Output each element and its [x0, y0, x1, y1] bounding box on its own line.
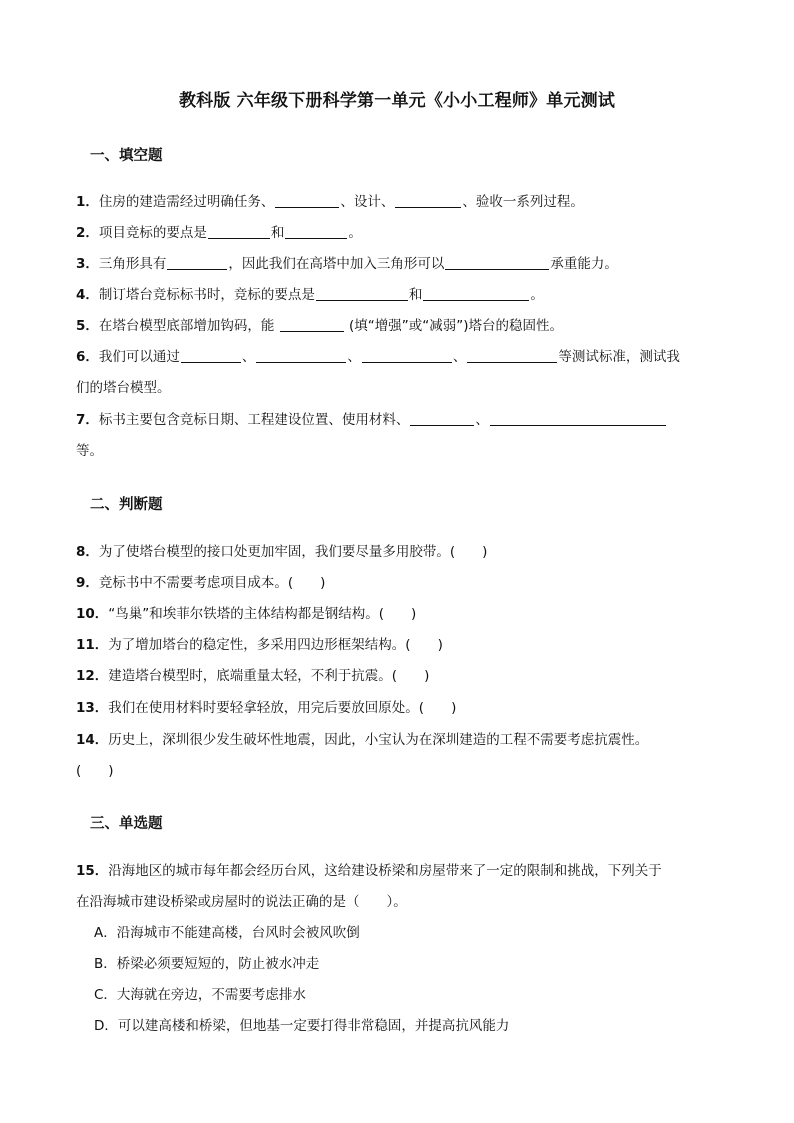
question-1: [76, 193, 726, 211]
question-text: 项目竞标的要点是: [98, 225, 207, 241]
question-14-continued: ( ): [76, 763, 114, 779]
question-text: 住房的建造需经过明确任务、: [98, 194, 275, 210]
question-text: ，因此我们在高塔中加入三角形可以: [228, 256, 445, 272]
question-text: 我们在使用材料时要轻拿轻放，用完后要放回原处。( ): [108, 700, 457, 716]
answer-blank[interactable]: [410, 411, 474, 426]
question-text: 竞标书中不需要考虑项目成本。( ): [98, 575, 326, 591]
answer-blank[interactable]: [208, 224, 270, 239]
answer-blank[interactable]: [395, 193, 461, 208]
option-d[interactable]: D．可以建高楼和桥梁，但地基一定要打得非常稳固，并提高抗风能力: [94, 1018, 510, 1034]
section-heading-choice: 三、单选题: [90, 816, 163, 832]
question-text: “鸟巢”和埃菲尔铁塔的主体结构都是钢结构。( ): [108, 606, 417, 622]
question-text: 。: [348, 225, 362, 241]
page-title: 教科版 六年级下册科学第一单元《小小工程师》单元测试: [178, 91, 616, 111]
question-5: [76, 317, 726, 335]
question-text: 为了使塔台模型的接口处更加牢固，我们要尽量多用胶带。( ): [98, 544, 488, 560]
question-text: 、: [241, 349, 256, 365]
question-text: 、验收一系列过程。: [462, 194, 584, 210]
question-text: 。: [530, 287, 544, 303]
question-text: 我们可以通过: [98, 349, 180, 365]
question-15: [76, 862, 726, 880]
question-text: 在塔台模型底部增加钩码，能: [98, 318, 279, 334]
question-11: [76, 636, 726, 654]
question-text: 、: [475, 412, 489, 428]
question-number: 4．: [76, 287, 99, 303]
question-6-continued: 们的塔台模型。: [76, 380, 171, 396]
question-number: 3．: [76, 256, 99, 272]
question-number: 12．: [76, 668, 109, 684]
answer-blank[interactable]: [445, 255, 549, 270]
question-4: [76, 286, 726, 304]
option-c[interactable]: C．大海就在旁边，不需要考虑排水: [94, 987, 306, 1003]
question-6: [76, 348, 726, 366]
answer-blank[interactable]: [362, 348, 452, 363]
question-text: 三角形具有: [98, 256, 167, 272]
question-text: 历史上，深圳很少发生破坏性地震，因此，小宝认为在深圳建造的工程不需要考虑抗震性。: [108, 732, 649, 748]
section-heading-fill: 一、填空题: [90, 148, 163, 164]
question-text: 标书主要包含竞标日期、工程建设位置、使用材料、: [98, 412, 410, 428]
answer-blank[interactable]: [256, 348, 346, 363]
question-text: 等测试标准，测试我: [558, 349, 680, 365]
question-number: 9．: [76, 575, 99, 591]
question-number: 8．: [76, 544, 99, 560]
question-number: 5．: [76, 318, 99, 334]
question-2: [76, 224, 726, 242]
answer-blank[interactable]: [280, 317, 344, 332]
question-text: 制订塔台竞标标书时，竞标的要点是: [98, 287, 315, 303]
section-heading-judge: 二、判断题: [90, 497, 163, 513]
answer-blank[interactable]: [316, 286, 408, 301]
question-text: 建造塔台模型时，底端重量太轻，不利于抗震。( ): [108, 668, 430, 684]
question-7: [76, 411, 726, 429]
answer-blank[interactable]: [490, 411, 666, 426]
question-text: 和: [408, 287, 423, 303]
question-9: [76, 574, 726, 592]
option-a[interactable]: A．沿海城市不能建高楼，台风时会被风吹倒: [94, 925, 360, 941]
question-text: 、: [347, 349, 361, 365]
question-text: 、设计、: [340, 194, 395, 210]
question-number: 6．: [76, 349, 99, 365]
answer-blank[interactable]: [423, 286, 529, 301]
answer-blank[interactable]: [181, 348, 241, 363]
question-text: 沿海地区的城市每年都会经历台风，这给建设桥梁和房屋带来了一定的限制和挑战，下列关于: [108, 863, 662, 879]
question-number: 15．: [76, 863, 109, 879]
question-number: 11．: [76, 637, 109, 653]
question-text: 和: [270, 225, 285, 241]
question-13: [76, 699, 726, 717]
question-number: 7．: [76, 412, 99, 428]
question-number: 13．: [76, 700, 109, 716]
answer-blank[interactable]: [275, 193, 339, 208]
answer-blank[interactable]: [467, 348, 557, 363]
answer-blank[interactable]: [167, 255, 227, 270]
answer-blank[interactable]: [285, 224, 347, 239]
question-text: 承重能力。: [550, 256, 618, 272]
question-text: 为了增加塔台的稳定性，多采用四边形框架结构。( ): [108, 637, 443, 653]
question-number: 1．: [76, 194, 99, 210]
question-number: 10．: [76, 606, 109, 622]
question-14: [76, 731, 726, 749]
question-10: [76, 605, 726, 623]
question-7-continued: 等。: [76, 443, 103, 459]
question-text: 、: [452, 349, 467, 365]
question-number: 2．: [76, 225, 99, 241]
question-3: [76, 255, 726, 273]
question-15-continued: 在沿海城市建设桥梁或房屋时的说法正确的是（ ）。: [76, 894, 407, 910]
question-12: [76, 667, 726, 685]
question-8: [76, 543, 726, 561]
question-number: 14．: [76, 732, 109, 748]
option-b[interactable]: B．桥梁必须要短短的，防止被水冲走: [94, 956, 320, 972]
question-text: (填“增强”或“减弱”)塔台的稳固性。: [344, 318, 564, 334]
